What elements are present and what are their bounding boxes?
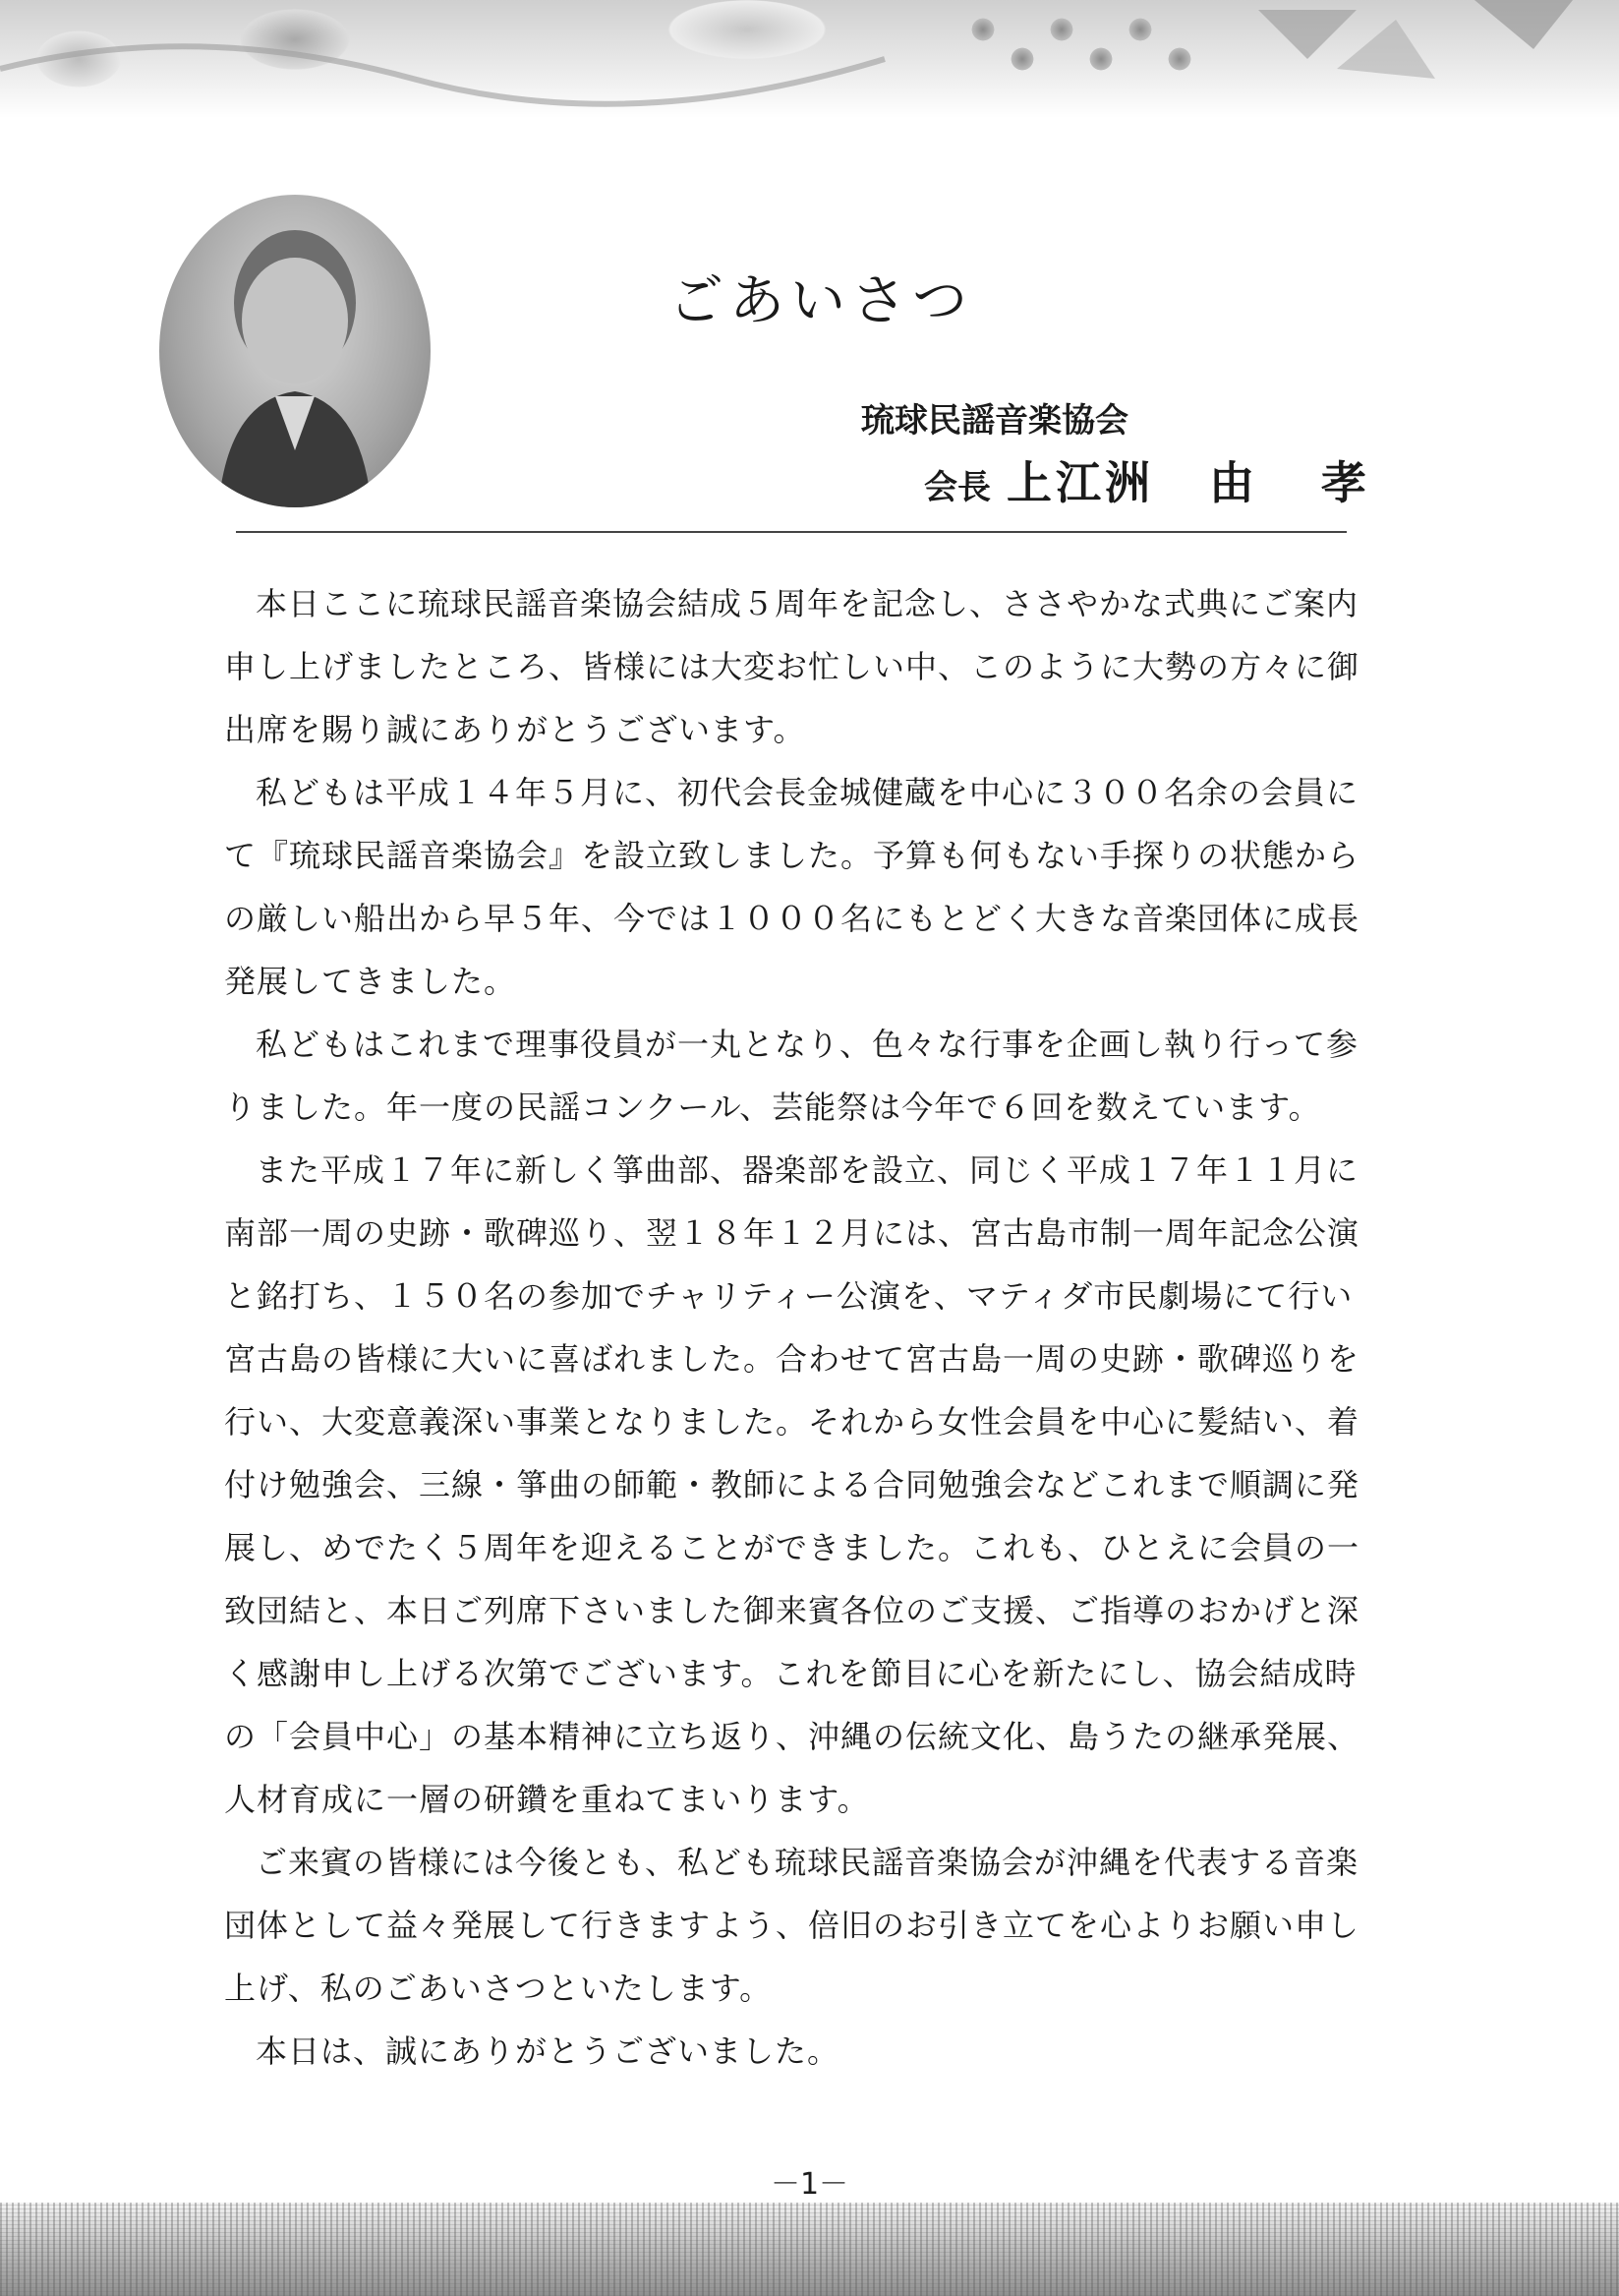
signatory-role: 会長 <box>924 468 991 507</box>
signatory-given-name-1: 由 <box>1209 456 1254 509</box>
paragraph: 本日は、誠にありがとうございました。 <box>256 2032 840 2070</box>
organization-name: 琉球民謡音楽協会 <box>861 401 1128 441</box>
signatory-surname: 上江洲 <box>1007 456 1154 509</box>
paragraph: 私どもはこれまで理事役員が一丸となり、色々な行事を企画し執り行って参りました。年一度の民謡コンクール、芸能祭は今年で６回を数えています。 <box>224 1026 1359 1126</box>
president-portrait <box>159 195 431 507</box>
bottom-decorative-band <box>0 2203 1619 2296</box>
signatory-given-name-2: 孝 <box>1321 456 1366 509</box>
paragraph: 本日ここに琉球民謡音楽協会結成５周年を記念し、ささやかな式典にご案内申し上げましたところ、皆様には大変お忙しい中、このように大勢の方々に御出席を賜り誠にありがとうございます。 <box>224 585 1360 748</box>
page-number: －1－ <box>770 2167 849 2202</box>
greeting-body <box>224 572 1374 2083</box>
document-page: ごあいさつ 琉球民謡音楽協会 会長 上江洲 由 孝 本日ここに琉球民謡音楽協会結成５周年を記念し、ささやかな式典にご案内申し上げましたところ、皆様には大変お忙しい中、このように大勢の方々に御出席を賜り誠にありがとうございます。 私どもは平成１４年５月に、初代会長金城健蔵を中心に３００名余の会員にて『琉球民謡音楽協会』を設立致しました。予算も何もない手探りの状態からの厳しい船出から早５年、今では１０００名にもとどく大きな音楽団体に成長発展してきました。 私どもはこれまで理事役員が一丸となり、色々な行事を企画し執り行って参りました。年一度の民謡コンクール、芸能祭は今年で６回を数えています。 また平成１７年に新しく箏曲部、器楽部を設立、同じく平成１７年１１月に南部一周の史跡・歌碑巡り、翌１８年１２月には、宮古島市制一周年記念公演と銘打ち、１５０名の参加でチャリティー公演を、マティダ市民劇場にて行い宮古島の皆様に大いに喜ばれました。合わせて宮古島一周の史跡・歌碑巡りを行い、大変意義深い事業となりました。それから女性会員を中心に髪結い、着付け勉強会、三線・箏曲の師範・教師による合同勉強会などこれまで順調に発展し、めでたく５周年を迎えることができました。これも、ひとえに会員の一致団結と、本日ご列席下さいました御来賓各位のご支援、ご指導のおかげと深く感謝申し上げる次第でございます。これを節目に心を新たにし、協会結成時の「会員中心」の基本精神に立ち返り、沖縄の伝統文化、島うたの継承発展、人材育成に一層の研鑽を重ねてまいります。 ご来賓の皆様には今後とも、私ども琉球民謡音楽協会が沖縄を代表する音楽団体として益々発展して行きますよう、倍旧のお引き立てを心よりお願い申し上げ、私のごあいさつといたします。 本日は、誠にありがとうございました。 －1－ <box>0 0 1619 2296</box>
paragraph: ご来賓の皆様には今後とも、私ども琉球民謡音楽協会が沖縄を代表する音楽団体として益々発展して行きますよう、倍旧のお引き立てを心よりお願い申し上げ、私のごあいさつといたします。 <box>224 1844 1360 2007</box>
paragraph: 私どもは平成１４年５月に、初代会長金城健蔵を中心に３００名余の会員にて『琉球民謡音楽協会』を設立致しました。予算も何もない手探りの状態からの厳しい船出から早５年、今では１０００名にもとどく大きな音楽団体に成長発展してきました。 <box>224 774 1360 1000</box>
top-pattern-graphic <box>0 0 1619 118</box>
top-decorative-band <box>0 0 1619 118</box>
header-divider <box>236 531 1347 533</box>
paragraph: また平成１７年に新しく箏曲部、器楽部を設立、同じく平成１７年１１月に南部一周の史跡・歌碑巡り、翌１８年１２月には、宮古島市制一周年記念公演と銘打ち、１５０名の参加でチャリティー公演を、マティダ市民劇場にて行い宮古島の皆様に大いに喜ばれました。合わせて宮古島一周の史跡・歌碑巡りを行い、大変意義深い事業となりました。それから女性会員を中心に髪結い、着付け勉強会、三線・箏曲の師範・教師による合同勉強会などこれまで順調に発展し、めでたく５周年を迎えることができました。これも、ひとえに会員の一致団結と、本日ご列席下さいました御来賓各位のご支援、ご指導のおかげと深く感謝申し上げる次第でございます。これを節目に心を新たにし、協会結成時の「会員中心」の基本精神に立ち返り、沖縄の伝統文化、島うたの継承発展、人材育成に一層の研鑽を重ねてまいります。 <box>224 1151 1360 1818</box>
signatory-line <box>924 447 1366 512</box>
